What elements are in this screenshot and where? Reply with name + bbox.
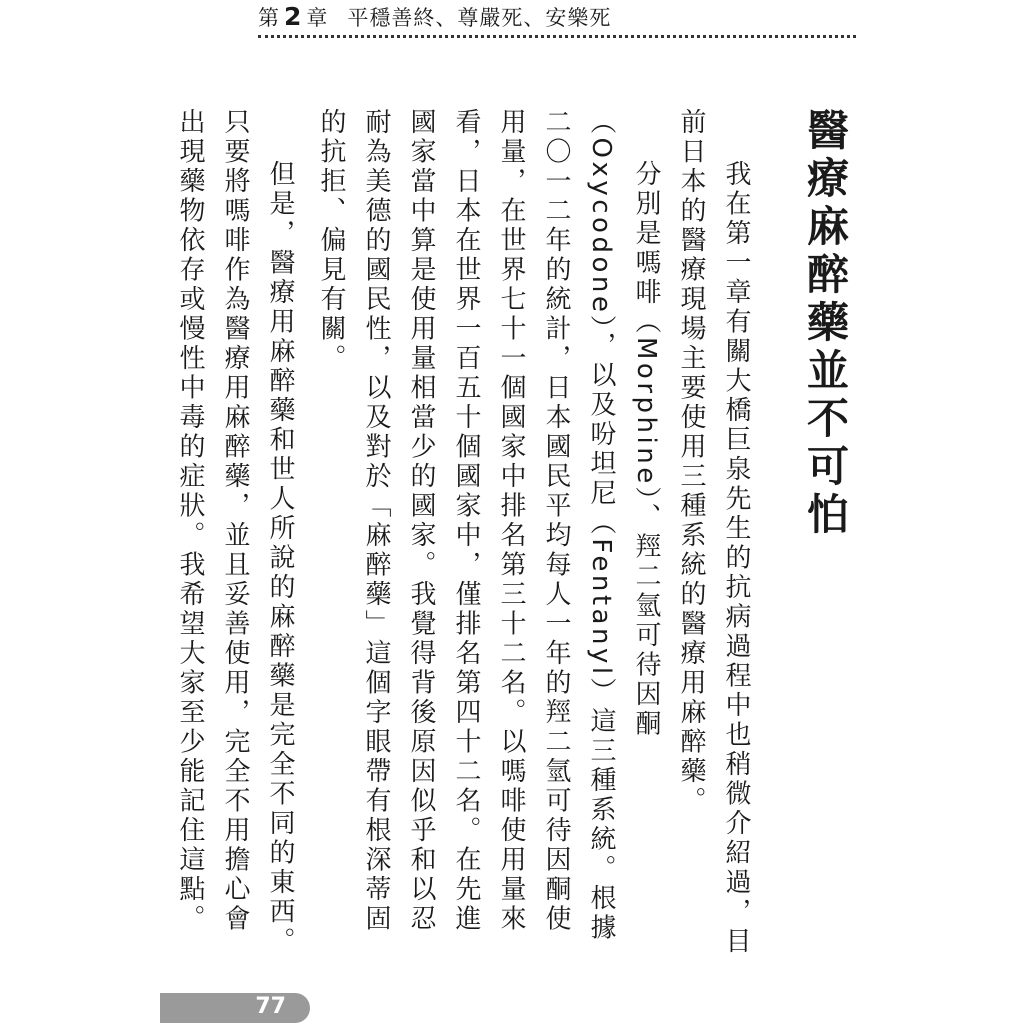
- paragraph-3: 但是，醫療用麻醉藥和世人所說的麻醉藥是完全不同的東西。只要將嗎啡作為醫療用麻醉藥，並且妥善使用，完全不用擔心會出現藥物依存或慢性中毒的症狀。我希望大家至少能記住這點。: [175, 108, 295, 957]
- page-number-tab: [160, 993, 310, 1023]
- running-header: [258, 2, 611, 32]
- chapter-title: 平穩善終、尊嚴死、安樂死: [347, 6, 612, 30]
- page-number: 77: [255, 994, 286, 1019]
- chapter-prefix: 第: [258, 6, 279, 30]
- chapter-suffix: 章: [306, 6, 328, 30]
- vertical-body-text: [167, 108, 856, 958]
- header-dotted-rule: [258, 35, 856, 38]
- chapter-number: 2: [284, 2, 302, 31]
- paragraph-2: 分別是嗎啡（Morphine）、羥二氫可待因酮（Oxycodone），以及吩坦尼（Fentanyl）這三種系統。根據二〇一二年的統計，日本國民平均每人一年的羥二氫可待因酮使用量，在世界七十一個國家中排名第三十二名。以嗎啡使用量來看，日本在世界一百五十個國家中，僅排名第四十二名。在先進國家當中算是使用量相當少的國家。我覺得背後原因似乎和以忍耐為美德的國民性，以及對於「麻醉藥」這個字眼帶有根深蒂固的抗拒、偏見有關。: [316, 108, 661, 944]
- section-title: 醫療麻醉藥並不可怕: [801, 108, 850, 540]
- paragraph-1: 我在第一章有關大橋巨泉先生的抗病過程中也稍微介紹過，目前日本的醫療現場主要使用三種系統的醫療用麻醉藥。: [676, 108, 751, 957]
